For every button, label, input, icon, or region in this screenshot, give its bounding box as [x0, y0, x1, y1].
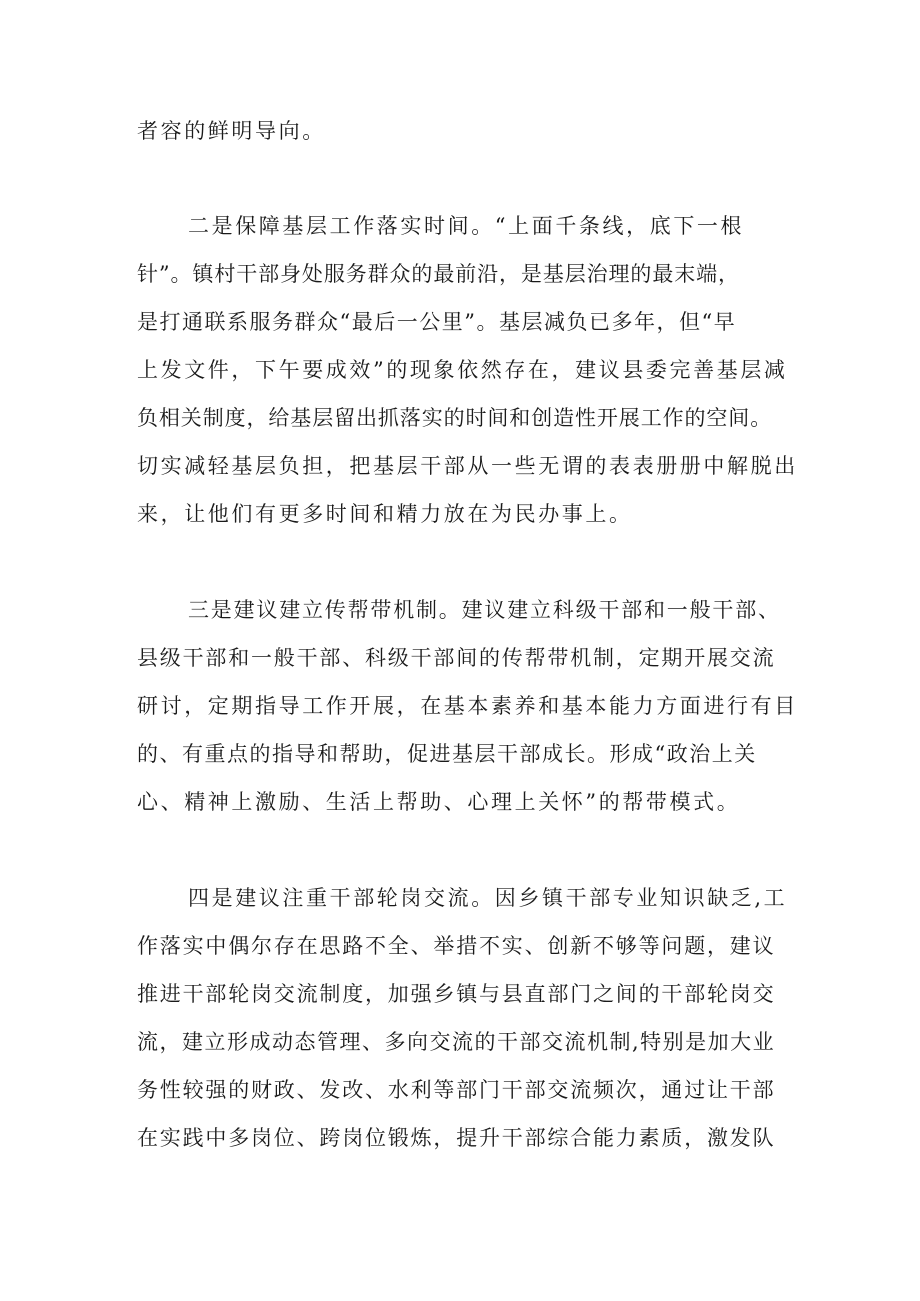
- paragraph-2-line-6: 切实减轻基层负担，把基层干部从一些无谓的表表册册中解脱出: [137, 454, 798, 478]
- paragraph-2-line-2: 针”。镇村干部身处服务群众的最前沿，是基层治理的最末端，: [137, 262, 740, 286]
- paragraph-4-line-6: 在实践中多岗位、跨岗位锻炼，提升干部综合能力素质，激发队: [137, 1126, 776, 1150]
- paragraph-3-line-5: 心、精神上激励、生活上帮助、心理上关怀”的帮带模式。: [137, 790, 741, 814]
- paragraph-2-line-1: 二是保障基层工作落实时间。“上面千条线，底下一根: [188, 214, 745, 238]
- paragraph-2-line-4: 上发文件，下午要成效”的现象依然存在，建议县委完善基层减: [137, 358, 788, 382]
- paragraph-3-line-2: 县级干部和一般干部、科级干部间的传帮带机制，定期开展交流: [137, 646, 776, 670]
- paragraph-2-line-5: 负相关制度，给基层留出抓落实的时间和创造性开展工作的空间。: [137, 406, 773, 430]
- paragraph-3-line-1: 三是建议建立传帮带机制。建议建立科级干部和一般干部、: [188, 598, 781, 622]
- paragraph-3-line-3: 研讨，定期指导工作开展，在基本素养和基本能力方面进行有目: [137, 694, 798, 718]
- paragraph-4-line-1: 四是建议注重干部轮岗交流。因乡镇干部专业知识缺乏,工: [188, 886, 788, 910]
- paragraph-3-line-4: 的、有重点的指导和帮助，促进基层干部成长。形成“政治上关: [137, 742, 757, 766]
- paragraph-4-line-5: 务性较强的财政、发改、水利等部门干部交流频次，通过让干部: [137, 1078, 776, 1102]
- paragraph-4-line-4: 流，建立形成动态管理、多向交流的干部交流机制,特别是加大业: [137, 1030, 776, 1054]
- paragraph-2-line-7: 来，让他们有更多时间和精力放在为民办事上。: [137, 502, 633, 526]
- paragraph-4-line-2: 作落实中偶尔存在思路不全、举措不实、创新不够等问题，建议: [137, 934, 776, 958]
- paragraph-4-line-3: 推进干部轮岗交流制度，加强乡镇与县直部门之间的干部轮岗交: [137, 982, 776, 1006]
- paragraph-2-line-3: 是打通联系服务群众“最后一公里”。基层减负已多年，但“早: [137, 310, 737, 334]
- paragraph-1-line-1: 者容的鲜明导向。: [137, 119, 326, 143]
